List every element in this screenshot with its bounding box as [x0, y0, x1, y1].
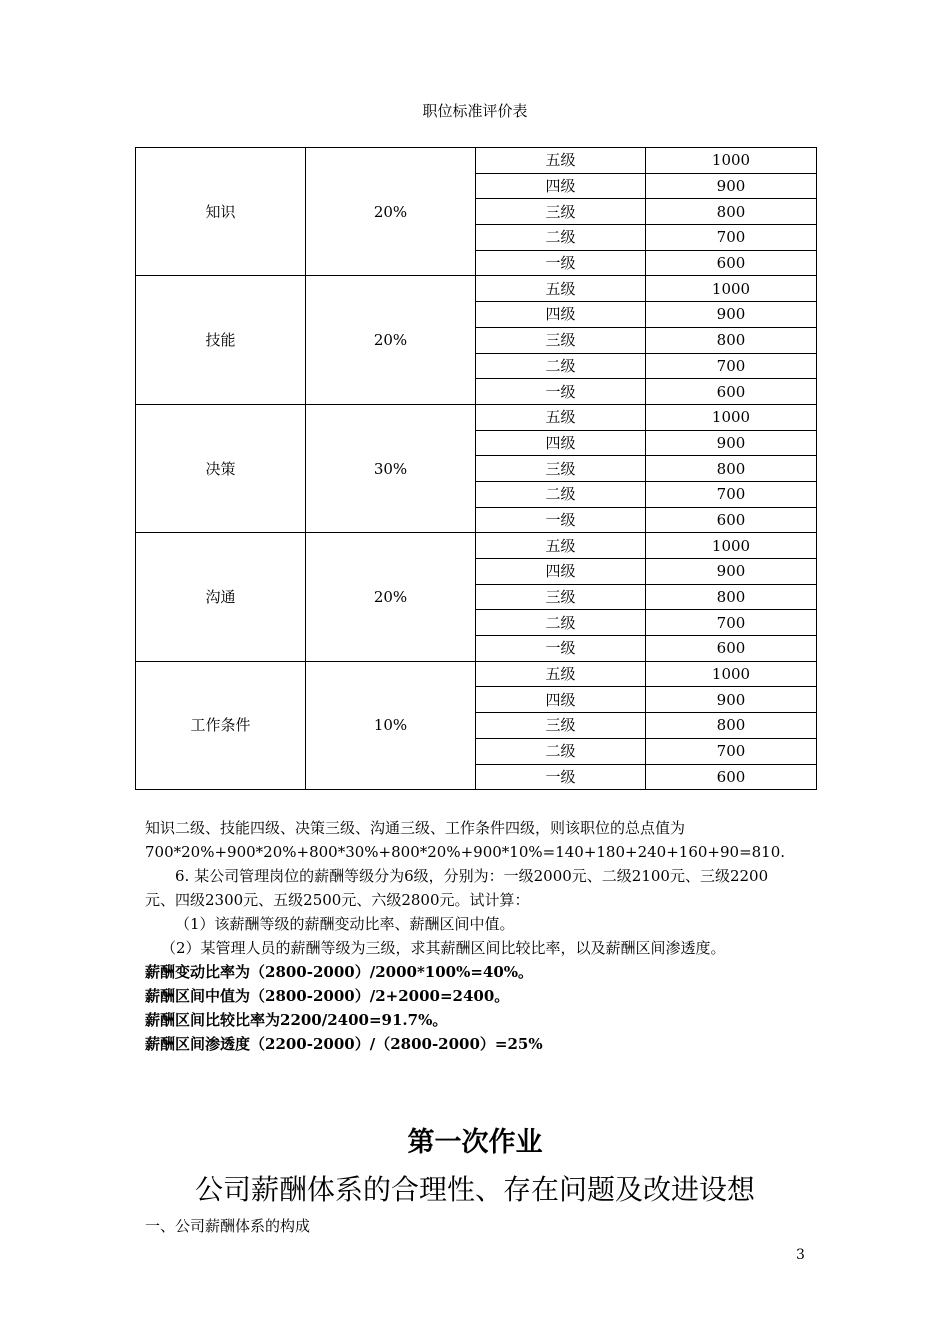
- evaluation-table: [135, 147, 817, 790]
- level-points: 1000: [646, 533, 817, 559]
- level-name: 四级: [476, 430, 646, 456]
- level-points: 900: [646, 687, 817, 713]
- heading-first-assignment: 第一次作业: [407, 1127, 543, 1158]
- level-name: 三级: [476, 584, 646, 610]
- total-points-line2: 700*20%+900*20%+800*30%+800*20%+900*10%=140+180+240+160+90=810.: [145, 843, 786, 861]
- factor-weight: 30%: [306, 404, 476, 532]
- level-name: 二级: [476, 353, 646, 379]
- level-points: 600: [646, 507, 817, 533]
- level-name: 四级: [476, 687, 646, 713]
- level-points: 600: [646, 764, 817, 790]
- answer-4: 薪酬区间渗透度（2200-2000）/（2800-2000）=25%: [145, 1035, 543, 1053]
- level-points: 700: [646, 353, 817, 379]
- level-name: 一级: [476, 507, 646, 533]
- paragraph-question-6: [145, 864, 815, 1056]
- answer-1: 薪酬变动比率为（2800-2000）/2000*100%=40%。: [145, 963, 534, 981]
- paragraph-total-points: [145, 816, 815, 864]
- total-points-line1: 知识二级、技能四级、决策三级、沟通三级、工作条件四级，则该职位的总点值为: [145, 819, 686, 837]
- level-name: 一级: [476, 250, 646, 276]
- sub-question-2: （2）某管理人员的薪酬等级为三级，求其薪酬区间比较比率，以及薪酬区间渗透度。: [161, 939, 726, 957]
- factor-weight: 10%: [306, 661, 476, 789]
- factor-name: 知识: [136, 148, 306, 276]
- level-name: 二级: [476, 738, 646, 764]
- level-points: 1000: [646, 276, 817, 302]
- level-points: 900: [646, 302, 817, 328]
- level-points: 900: [646, 430, 817, 456]
- level-points: 700: [646, 225, 817, 251]
- level-points: 600: [646, 636, 817, 662]
- section-1-heading: 一、公司薪酬体系的构成: [145, 1217, 311, 1235]
- factor-weight: 20%: [306, 276, 476, 404]
- level-points: 800: [646, 456, 817, 482]
- level-name: 三级: [476, 456, 646, 482]
- level-name: 三级: [476, 199, 646, 225]
- table-row: [136, 661, 817, 687]
- level-name: 一级: [476, 379, 646, 405]
- level-name: 二级: [476, 481, 646, 507]
- level-name: 四级: [476, 302, 646, 328]
- table-row: [136, 276, 817, 302]
- level-name: 五级: [476, 404, 646, 430]
- answer-2: 薪酬区间中值为（2800-2000）/2+2000=2400。: [145, 987, 510, 1005]
- factor-weight: 20%: [306, 148, 476, 276]
- factor-weight: 20%: [306, 533, 476, 661]
- level-points: 900: [646, 559, 817, 585]
- table-row: [136, 533, 817, 559]
- level-name: 三级: [476, 713, 646, 739]
- level-points: 800: [646, 713, 817, 739]
- level-points: 800: [646, 327, 817, 353]
- level-points: 900: [646, 173, 817, 199]
- level-points: 1000: [646, 661, 817, 687]
- question-6-line1: 6. 某公司管理岗位的薪酬等级分为6级，分别为：一级2000元、二级2100元、三级2200: [175, 867, 769, 885]
- factor-name: 工作条件: [136, 661, 306, 789]
- level-points: 800: [646, 199, 817, 225]
- level-points: 600: [646, 250, 817, 276]
- level-name: 四级: [476, 559, 646, 585]
- level-points: 800: [646, 584, 817, 610]
- level-name: 五级: [476, 533, 646, 559]
- level-name: 二级: [476, 225, 646, 251]
- answer-3: 薪酬区间比较比率为2200/2400=91.7%。: [145, 1011, 448, 1029]
- level-name: 五级: [476, 276, 646, 302]
- level-name: 一级: [476, 764, 646, 790]
- level-name: 五级: [476, 661, 646, 687]
- table-row: [136, 148, 817, 174]
- level-points: 1000: [646, 404, 817, 430]
- question-6-line2: 元、四级2300元、五级2500元、六级2800元。试计算：: [145, 891, 530, 909]
- level-name: 五级: [476, 148, 646, 174]
- factor-name: 技能: [136, 276, 306, 404]
- factor-name: 沟通: [136, 533, 306, 661]
- level-points: 700: [646, 738, 817, 764]
- sub-question-1: （1）该薪酬等级的薪酬变动比率、薪酬区间中值。: [175, 915, 515, 933]
- heading-compensation-system: 公司薪酬体系的合理性、存在问题及改进设想: [194, 1173, 755, 1206]
- level-points: 700: [646, 481, 817, 507]
- level-name: 二级: [476, 610, 646, 636]
- factor-name: 决策: [136, 404, 306, 532]
- level-points: 600: [646, 379, 817, 405]
- level-name: 四级: [476, 173, 646, 199]
- level-points: 1000: [646, 148, 817, 174]
- level-points: 700: [646, 610, 817, 636]
- table-title: 职位标准评价表: [422, 102, 528, 120]
- table-row: [136, 404, 817, 430]
- level-name: 三级: [476, 327, 646, 353]
- page-number: 3: [796, 1247, 805, 1263]
- level-name: 一级: [476, 636, 646, 662]
